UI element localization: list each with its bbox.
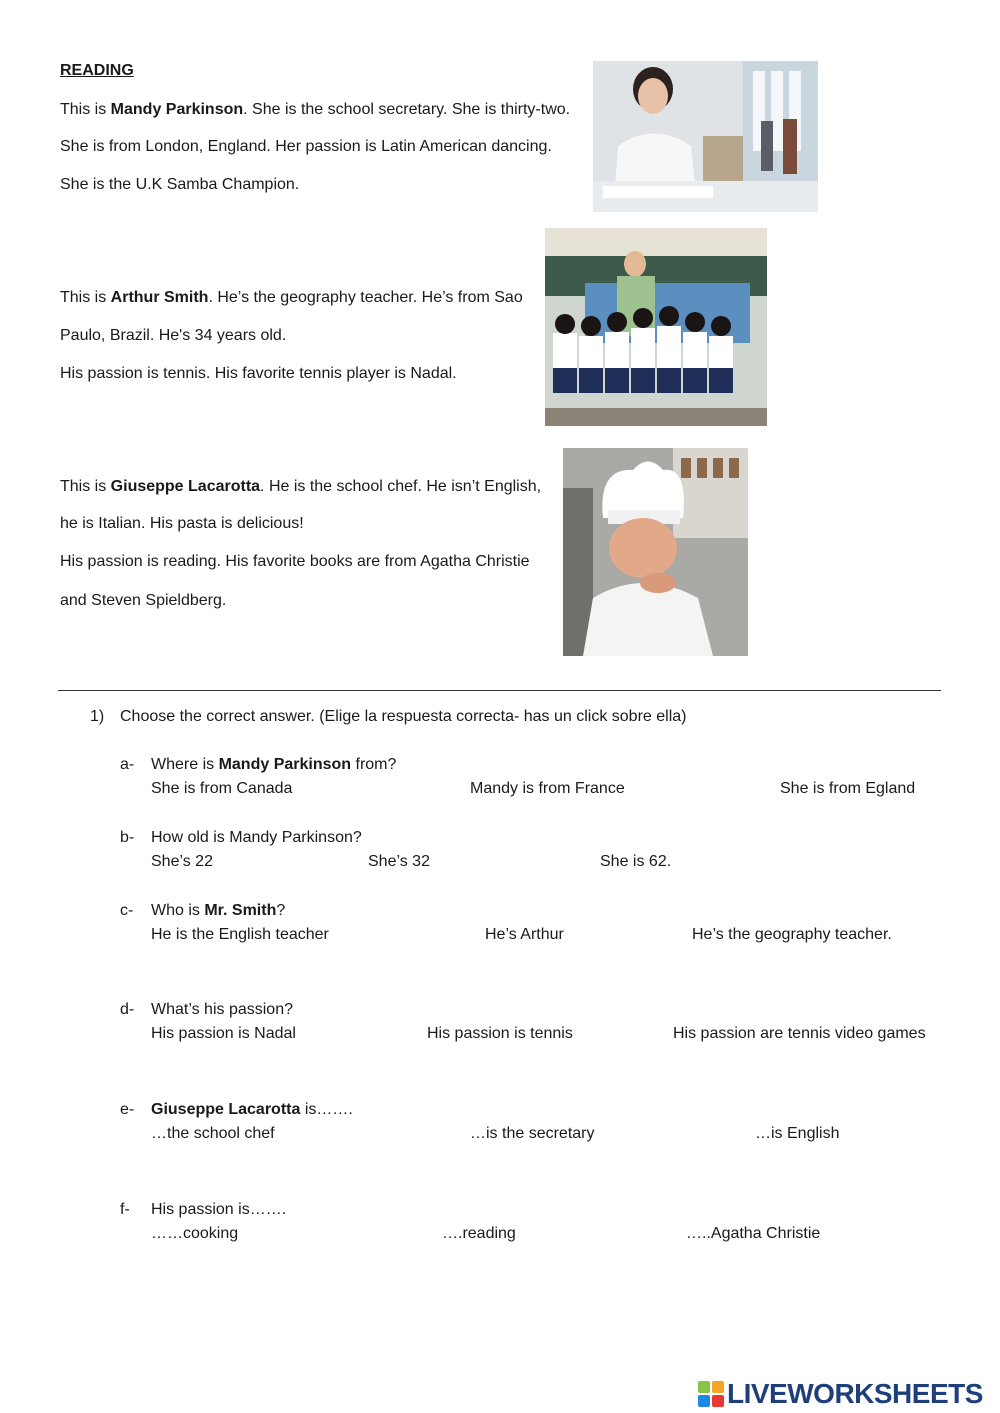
logo-text: LIVEWORKSHEETS — [727, 1378, 983, 1409]
option-b-1[interactable]: She’s 22 — [151, 853, 213, 870]
option-f-2[interactable]: ….reading — [442, 1225, 516, 1242]
question-letter-b: b- — [120, 829, 135, 846]
mandy-line-2: She is from London, England. Her passion is Latin American dancing. — [60, 138, 552, 155]
option-b-2[interactable]: She’s 32 — [368, 853, 430, 870]
giuseppe-line-3: His passion is reading. His favorite books are from Agatha Christie — [60, 553, 530, 570]
text: . He is the school chef. He isn’t English, — [260, 478, 542, 495]
arthur-line-1 — [60, 288, 523, 308]
option-d-2[interactable]: His passion is tennis — [427, 1025, 573, 1042]
liveworksheets-logo[interactable] — [698, 1378, 983, 1410]
question-c — [151, 901, 285, 921]
option-d-3[interactable]: His passion are tennis video games — [673, 1025, 926, 1042]
option-a-3[interactable]: She is from Egland — [780, 780, 916, 797]
liveworksheets-logo-icon — [698, 1381, 724, 1407]
question-letter-f: f- — [120, 1201, 130, 1218]
text-bold: Mr. Smith — [204, 902, 277, 919]
arthur-name: Arthur Smith — [110, 289, 209, 306]
option-c-2[interactable]: He’s Arthur — [485, 926, 564, 943]
giuseppe-line-2: he is Italian. His pasta is delicious! — [60, 515, 304, 532]
text-bold: Giuseppe Lacarotta — [151, 1101, 301, 1118]
logo-block-1 — [698, 1381, 710, 1393]
mandy-line-1 — [60, 100, 570, 120]
text: . He’s the geography teacher. He’s from Sao — [208, 289, 523, 306]
question-letter-c: c- — [120, 902, 134, 919]
reading-heading: READING — [60, 62, 134, 79]
logo-block-2 — [712, 1381, 724, 1393]
mandy-name: Mandy Parkinson — [110, 101, 244, 118]
option-d-1[interactable]: His passion is Nadal — [151, 1025, 296, 1042]
question-d: What’s his passion? — [151, 1001, 293, 1018]
question-letter-d: d- — [120, 1001, 135, 1018]
question-letter-a: a- — [120, 756, 135, 773]
option-a-2[interactable]: Mandy is from France — [470, 780, 625, 797]
text: This is — [60, 289, 111, 306]
question-e — [151, 1100, 353, 1120]
logo-block-4 — [712, 1395, 724, 1407]
logo-block-3 — [698, 1395, 710, 1407]
text: This is — [60, 101, 111, 118]
text-bold: Mandy Parkinson — [218, 756, 352, 773]
question-letter-e: e- — [120, 1101, 135, 1118]
text: Where is — [151, 756, 219, 773]
exercise-instruction: Choose the correct answer. (Elige la respuesta correcta- has un click sobre ella) — [120, 708, 687, 725]
giuseppe-name: Giuseppe Lacarotta — [110, 478, 261, 495]
option-f-3[interactable]: …..Agatha Christie — [686, 1225, 821, 1242]
option-e-1[interactable]: …the school chef — [151, 1125, 275, 1142]
text: is……. — [300, 1101, 353, 1118]
text: Who is — [151, 902, 205, 919]
option-b-3[interactable]: She is 62. — [600, 853, 672, 870]
giuseppe-photo — [563, 448, 748, 656]
arthur-photo — [545, 228, 767, 426]
option-a-1[interactable]: She is from Canada — [151, 780, 293, 797]
giuseppe-line-1 — [60, 477, 541, 497]
option-c-3[interactable]: He’s the geography teacher. — [692, 926, 892, 943]
option-f-1[interactable]: ……cooking — [151, 1225, 239, 1242]
text: This is — [60, 478, 111, 495]
mandy-photo — [593, 61, 818, 212]
text: . She is the school secretary. She is thirty-two. — [243, 101, 571, 118]
option-c-1[interactable]: He is the English teacher — [151, 926, 329, 943]
arthur-line-2: Paulo, Brazil. He's 34 years old. — [60, 327, 287, 344]
option-e-3[interactable]: …is English — [755, 1125, 840, 1142]
option-e-2[interactable]: …is the secretary — [470, 1125, 595, 1142]
arthur-line-3: His passion is tennis. His favorite tennis player is Nadal. — [60, 365, 457, 382]
question-b: How old is Mandy Parkinson? — [151, 829, 362, 846]
mandy-line-3: She is the U.K Samba Champion. — [60, 176, 300, 193]
text: ? — [276, 902, 286, 919]
text: from? — [351, 756, 397, 773]
exercise-number: 1) — [90, 708, 105, 725]
giuseppe-line-4: and Steven Spieldberg. — [60, 592, 227, 609]
question-a — [151, 755, 396, 775]
question-f: His passion is……. — [151, 1201, 287, 1218]
section-divider — [58, 690, 941, 691]
